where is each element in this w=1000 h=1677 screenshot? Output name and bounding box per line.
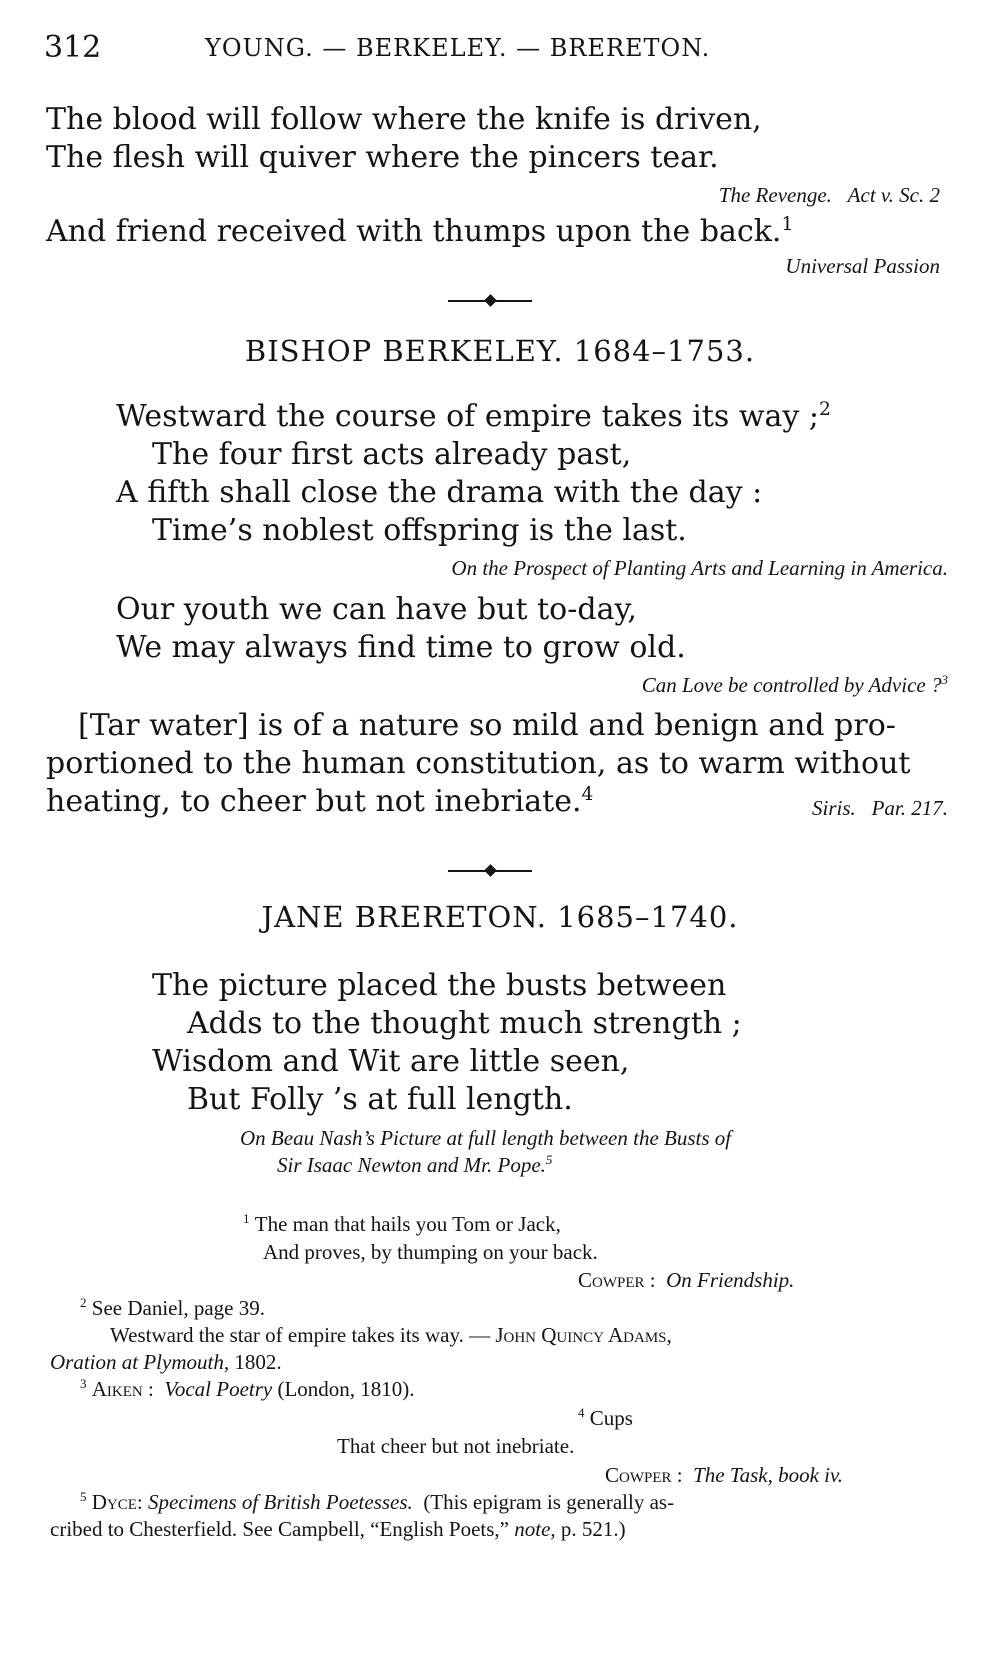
young-quote2-line: And friend received with thumps upon the back.$^1$ xyxy=(46,214,794,249)
footnote-2-line1: $^2$ See Daniel, page 39. xyxy=(80,1295,265,1320)
brereton-line4: But Folly ’s at full length. xyxy=(187,1082,573,1117)
footnote-ref-3: 3 xyxy=(941,672,948,687)
footnote-3: $^3$ Aiken : Vocal Poetry (London, 1810). xyxy=(80,1376,415,1401)
berkeley-quote1-line1: Westward the course of empire takes its way ;$^2$ xyxy=(116,399,831,434)
footnote-4-source: Cowper : The Task, book iv. xyxy=(605,1463,844,1487)
brereton-citation-line2: Sir Isaac Newton and Mr. Pope.$^5$ xyxy=(277,1152,553,1177)
footnote-4-line1: $^4$ Cups xyxy=(578,1405,633,1430)
footnote-5-line1: $^5$ Dyce: Specimens of British Poetesses. (This epigram is generally as- xyxy=(80,1489,675,1514)
berkeley-prose-line1: [Tar water] is of a nature so mild and benign and pro- xyxy=(78,708,896,743)
berkeley-quote1-line4: Time’s noblest offspring is the last. xyxy=(152,513,687,548)
brereton-line1: The picture placed the busts between xyxy=(152,968,727,1003)
footnote-5-line2: cribed to Chesterfield. See Campbell, “English Poets,” note, p. 521.) xyxy=(50,1517,626,1541)
footnote-ref-4: 4 xyxy=(581,784,594,805)
brereton-line3: Wisdom and Wit are little seen, xyxy=(152,1044,630,1079)
berkeley-quote1-line2: The four first acts already past, xyxy=(152,437,632,472)
footnote-ref-1: 1 xyxy=(781,214,794,235)
running-title: YOUNG. — BERKELEY. — BRERETON. xyxy=(205,34,711,62)
young-quote1-citation: The Revenge. Act v. Sc. 2 xyxy=(718,183,940,207)
heading-berkeley: BISHOP BERKELEY. 1684–1753. xyxy=(244,334,756,368)
young-quote2-citation: Universal Passion xyxy=(785,254,940,278)
berkeley-quote2-line1: Our youth we can have but to-day, xyxy=(116,592,637,627)
footnote-2-line3: Oration at Plymouth, 1802. xyxy=(50,1350,282,1374)
footnote-2-line2: Westward the star of empire takes its way. — John Quincy Adams, xyxy=(110,1323,672,1347)
berkeley-quote1-line3: A fifth shall close the drama with the day : xyxy=(116,475,763,510)
footnote-1-line2: And proves, by thumping on your back. xyxy=(263,1240,598,1264)
brereton-line2: Adds to the thought much strength ; xyxy=(187,1006,742,1041)
berkeley-prose-citation: Siris. Par. 217. xyxy=(812,796,948,820)
footnote-ref-2: 2 xyxy=(819,399,831,420)
footnote-1-source: Cowper : On Friendship. xyxy=(578,1268,795,1292)
brereton-citation-line1: On Beau Nash’s Picture at full length between the Busts of xyxy=(240,1126,732,1150)
berkeley-quote1-citation: On the Prospect of Planting Arts and Learning in America. xyxy=(451,556,948,580)
heading-brereton: JANE BRERETON. 1685–1740. xyxy=(261,900,739,934)
young-quote1-line1: The blood will follow where the knife is driven, xyxy=(46,102,762,137)
berkeley-quote2-citation: Can Love be controlled by Advice ?$^3$ xyxy=(641,672,948,697)
berkeley-prose-line2: portioned to the human constitution, as to warm without xyxy=(46,746,911,781)
footnote-1-line1: $^1$ The man that hails you Tom or Jack, xyxy=(243,1211,561,1236)
footnote-ref-5: 5 xyxy=(545,1152,553,1167)
young-quote1-line2: The flesh will quiver where the pincers tear. xyxy=(46,140,719,175)
footnote-4-line2: That cheer but not inebriate. xyxy=(337,1434,575,1458)
berkeley-prose-line3: heating, to cheer but not inebriate.$^4$ xyxy=(46,784,594,819)
page-number: 312 xyxy=(44,30,102,65)
berkeley-quote2-line2: We may always find time to grow old. xyxy=(116,630,686,665)
